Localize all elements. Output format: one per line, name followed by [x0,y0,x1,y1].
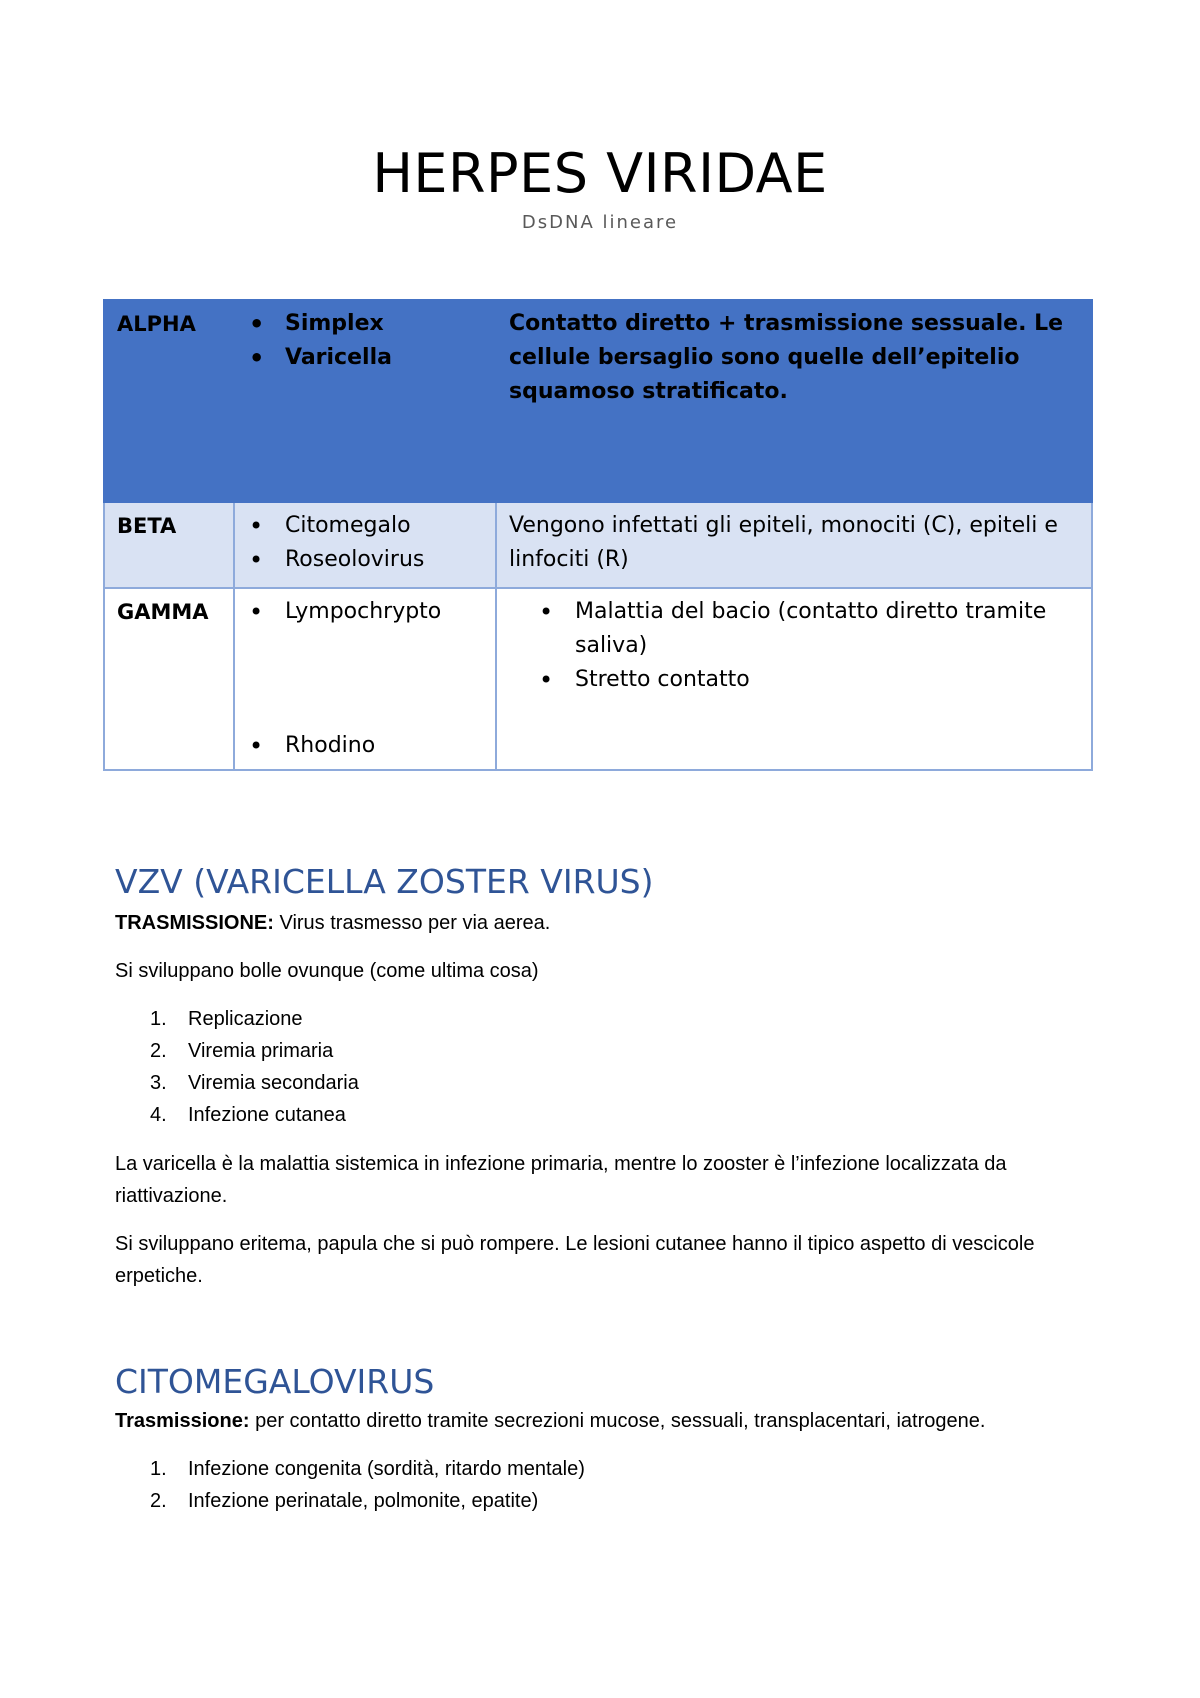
transmission-text: per contatto diretto tramite secrezioni mucose, sessuali, transplacentari, iatrogene. [249,1410,986,1432]
description-item: • Stretto contatto [537,663,1079,697]
page-title: HERPES VIRIDAE [372,142,828,205]
description-item: • Malattia del bacio (contatto diretto tramite saliva) [537,595,1079,663]
section-heading-cmv: CITOMEGALOVIRUS [115,1362,435,1401]
list-item: 3. Viremia secondaria [150,1072,359,1094]
category-cell: BETA [104,502,234,588]
vzv-transmission [115,907,1095,939]
virus-cell [234,300,496,502]
list-item: 1. Infezione congenita (sordità, ritardo mentale) [150,1458,585,1480]
transmission-label: Trasmissione: [115,1410,250,1432]
vzv-paragraph: Si sviluppano bolle ovunque (come ultima cosa) [115,960,539,982]
table-row-beta [104,502,1092,588]
category-cell: ALPHA [104,300,234,502]
cmv-transmission [115,1405,1095,1437]
table-row-alpha [104,300,1092,502]
vzv-paragraph: La varicella è la malattia sistemica in infezione primaria, mentre lo zooster è l’infezione localizzata da riattivazione. [115,1153,1007,1207]
virus-item: • Varicella [247,341,483,375]
transmission-label: TRASMISSIONE: [115,912,274,934]
vzv-steps-list [150,1003,359,1131]
description-cell: Vengono infettati gli epiteli, monociti (C), epiteli e linfociti (R) [496,502,1092,588]
category-cell: GAMMA [104,588,234,770]
virus-cell [234,502,496,588]
virus-item: • Lympochrypto [247,595,483,629]
transmission-text: Virus trasmesso per via aerea. [273,912,551,934]
section-heading-vzv: VZV (VARICELLA ZOSTER VIRUS) [115,862,654,901]
page-subtitle: DsDNA lineare [521,212,679,233]
virus-item: • Simplex [247,307,483,341]
vzv-paragraph: Si sviluppano eritema, papula che si può rompere. Le lesioni cutanee hanno il tipico aspetto di vescicole erpetiche. [115,1233,1035,1287]
description-cell: Contatto diretto + trasmissione sessuale. Le cellule bersaglio sono quelle dell’epitelio squamoso stratificato. [496,300,1092,502]
list-item: 4. Infezione cutanea [150,1104,346,1126]
virus-cell [234,588,496,770]
virus-item: • Rhodino [247,729,483,763]
description-cell [496,588,1092,770]
list-item: 2. Infezione perinatale, polmonite, epatite) [150,1490,539,1512]
table-row-gamma [104,588,1092,770]
herpes-classification-table [103,299,1093,771]
list-item: 1. Replicazione [150,1008,303,1030]
list-item: 2. Viremia primaria [150,1040,334,1062]
virus-item: • Roseolovirus [247,543,483,577]
cmv-list [150,1453,585,1517]
virus-item: • Citomegalo [247,509,483,543]
